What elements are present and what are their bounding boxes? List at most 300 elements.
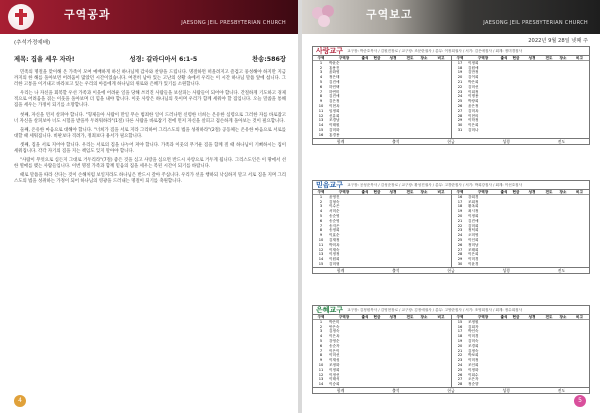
table-cell: 이미경 [468,334,479,339]
column-header: 구역장 [477,190,489,194]
table-cell: 28 [457,113,463,118]
table-cell: 이효순 [329,233,340,238]
column-header: 구역 [456,315,464,319]
column-header: 헌금 [373,56,381,60]
district-column [451,56,589,138]
table-cell: 18 [457,65,463,70]
table-cell: 이미정 [468,358,479,363]
table-cell: 16 [457,194,463,199]
summary-label: 출석 [392,267,400,273]
table-cell: 30 [457,123,463,128]
table-cell: 4 [319,334,323,339]
district-column [313,315,451,387]
district-name: 믿음교구 [316,181,344,189]
table-cell [359,262,371,267]
table-cell: 29 [457,118,463,123]
district-table [312,180,590,274]
table-cell: 23 [457,228,463,233]
table-row [313,262,451,267]
table-cell: 18 [457,204,463,209]
table-cell [371,133,383,138]
table-cell [542,382,556,387]
district-column [451,190,589,267]
table-cell: 박장희 [468,99,479,104]
table-cell: 21 [457,79,463,84]
summary-row [313,267,589,273]
table-cell [556,382,570,387]
table-cell: 이현옥 [329,103,340,108]
table-cell: 24 [457,94,463,99]
column-header: 구역장 [338,56,350,60]
table-cell: 27 [457,247,463,252]
table-cell: 27 [457,108,463,113]
table-cell: 1 [319,194,323,199]
table-cell: 송순자 [329,343,340,348]
sermon-paragraph: "사람이 무엇으로 심든지 그대로 거두리라"(7절) 좋은 것을 심고 사랑을 심으면 반드시 사랑으로 거두게 됩니다. 그리스도인은 이 땅에서 선한 열매를 맺는 사람들입니다. 이번 명절 가족과 함께 믿음의 집을 세우는 복된 시간이 되기를 바랍니다. [14,158,286,170]
table-cell: 김미희 [468,223,479,228]
column-header: 성경 [528,56,536,60]
table-cell: 김진애 [329,94,340,99]
table-cell: 송지은 [329,223,340,228]
column-header: 장소 [559,56,567,60]
table-cell: 22 [457,84,463,89]
sermon-header [14,54,286,63]
table-cell: 임정희 [329,108,340,113]
table-cell: 20 [457,343,463,348]
sermon-paragraph: 첫째, 자신을 먼저 살펴야 합니다. "형제들아 사람이 만일 무슨 범죄한 일이 드러나면 신령한 너희는 온유한 심령으로 그러한 자를 바로잡고 너 자신을 살펴보아 너도 시험을 받을까 두려워하라"(1절) 다른 사람을 바로잡기 전에 먼저 자신을 살피고 겸손하게 돌아보는 것이 필요합니다. [14,112,286,124]
table-cell [359,133,371,138]
summary-label: 전도 [557,138,566,144]
district-leaders: 교구장: 공성준목사 / 김성준장로 / 교구장: 황성진권사 / 총무: 고경란집사 / 서기: 박희강집사 / 회계: 이선호집사 [347,182,523,187]
table-cell: 김만정 [468,70,479,75]
column-header: 비고 [576,190,583,194]
table-cell: 19 [457,338,463,343]
table-cell [383,382,403,387]
table-cell: 이원희 [329,257,340,262]
district-column [313,56,451,138]
table-cell: 13 [318,118,324,123]
table-cell: 10 [318,103,324,108]
table-cell [359,382,371,387]
table-cell: 7 [319,348,323,353]
column-header: 장소 [559,315,567,319]
column-header: 전도 [406,56,414,60]
column-header: 헌금 [373,190,381,194]
table-cell [431,382,451,387]
table-cell: 9 [319,233,323,238]
column-header: 구역장 [477,315,489,319]
column-header: 장소 [420,56,428,60]
column-header: 구역 [317,315,325,319]
table-cell: 17 [457,329,463,334]
table-cell: 송정희 [329,228,340,233]
table-cell: 23 [457,358,463,363]
table-cell: 이재성 [329,358,340,363]
table-cell: 김미형 [329,261,340,266]
column-header: 출석 [361,56,369,60]
table-cell [570,262,589,267]
table-cell: 18 [457,334,463,339]
table-cell: 25 [457,367,463,372]
table-cell: 15 [318,127,324,132]
table-cell: 김미숙 [468,338,479,343]
table-cell: 이승희 [329,382,340,387]
table-cell: 이은이 [329,348,340,353]
column-header: 출석 [500,315,508,319]
summary-row [313,138,589,144]
district-header [313,306,589,315]
table-cell: 박미옥 [329,242,340,247]
table-row [452,262,589,267]
column-header: 성경 [528,190,536,194]
table-cell [431,262,451,267]
column-header: 헌금 [373,315,381,319]
table-cell: 김이희 [468,75,479,80]
table-cell: 김정숙 [329,329,340,334]
table-cell: 23 [457,89,463,94]
table-cell: 2 [319,324,323,329]
table-cell: 이정선 [329,372,340,377]
table-cell: 정덕희 [468,228,479,233]
left-banner [0,0,298,34]
table-cell: 이희정 [468,89,479,94]
table-cell: 조희정 [468,199,479,204]
column-header: 구역 [456,190,464,194]
table-cell: 5 [319,338,323,343]
district-column [313,190,451,267]
table-cell: 조경희 [468,343,479,348]
table-cell: 8 [319,353,323,358]
table-cell [371,382,383,387]
column-header: 성경 [389,190,397,194]
table-cell: 25 [457,99,463,104]
worship-tag: (추석가정예배) [14,40,51,46]
district-table [312,46,590,145]
table-cell [542,128,556,133]
table-cell: 윤영진 [329,194,340,199]
table-cell: 조인희 [468,362,479,367]
district-name: 은혜교구 [316,306,344,314]
table-cell: 홍용진 [329,65,340,70]
table-cell [570,128,589,133]
table-cell: 11 [318,242,324,247]
table-cell: 김미나 [468,127,479,132]
heart-cross-icon [8,4,34,30]
sermon-paragraph: 셋째, 짐을 서로 지어야 합니다. 우리는 서로의 짐을 나누어 져야 합니다. 가족과 이웃의 무거운 짐을 함께 질 때 하나님이 기뻐하시는 집이 세워집니다. 각각 자기의 짐을 지는 책임도 잊지 말아야 합니다. [14,142,286,155]
column-header: 전도 [406,190,414,194]
table-cell [522,382,542,387]
table-cell: 1 [319,60,323,65]
table-cell: 2 [319,199,323,204]
table-cell: 박인숙 [468,329,479,334]
column-header: 장소 [559,190,567,194]
table-cell: 16 [318,132,324,137]
column-header: 장소 [420,315,428,319]
table-cell: 송순영 [329,213,340,218]
column-header: 구역장 [338,315,350,319]
sermon-paragraph: 민족의 명절을 맞이해 온 가족이 모여 예배하게 하신 하나님께 감사와 찬양을 드립니다. 명절하면 떠올려지고 즐겁고 풍성해야 하지만 지금까지의 한 해를 돌아보면 어려움이 많았던 시간이었습니다. 여전히 남아 있는 고난의 상황 속에서 우리는 이 시간 하나님 말씀 앞에 섭니다. 그러한 고통을 이겨내고 바라보고 있는 우리의 아픔에게 하나님의 위로와 은혜가 있기를 소원합니다. [14,70,286,88]
column-header: 비고 [437,315,445,319]
table-cell: 14 [318,382,324,387]
summary-label: 합계 [336,387,345,393]
table-cell: 10 [318,362,324,367]
table-cell: 정은태 [329,75,340,80]
table-cell: 이미선 [329,353,340,358]
table-cell: 정순향 [468,382,479,387]
table-cell [371,262,383,267]
column-header: 헌금 [512,190,520,194]
table-cell: 9 [319,99,323,104]
table-cell: 김재정 [329,237,340,242]
table-cell: 박은미 [329,319,340,324]
table-cell: 27 [457,377,463,382]
table-cell [403,262,417,267]
table-cell: 하민택 [329,84,340,89]
district-column [451,315,589,387]
table-cell: 9 [319,358,323,363]
table-cell: 이정화 [468,367,479,372]
left-church-name: JAESONG JEIL PRESBYTERIAN CHURCH [181,20,286,26]
sermon-hymn: 찬송:586장 [252,56,286,63]
table-cell: 강영순 [329,338,340,343]
table-cell: 김미선 [468,84,479,89]
table-cell: 박윤순 [329,60,340,65]
table-cell [498,262,510,267]
table-cell: 이현의 [468,113,479,118]
table-cell [510,262,522,267]
table-cell: 12 [318,113,324,118]
table-cell: 이정희 [468,213,479,218]
column-header: 비고 [437,190,445,194]
column-header: 출석 [500,190,508,194]
table-cell: 8 [319,94,323,99]
table-cell: 김진애 [329,79,340,84]
table-cell: 이윤경 [468,261,479,266]
table-row [452,382,589,387]
column-header: 전도 [545,56,553,60]
table-cell: 김형숙 [329,199,340,204]
table-cell: 24 [457,233,463,238]
table-cell: 박은희 [468,79,479,84]
sermon-body [14,70,286,189]
table-cell: 22 [457,353,463,358]
table-cell: 31 [457,127,463,132]
sermon-paragraph: 우리는 나 자신을 회복할 우선 가족과 이웃에 어려운 일을 당해 쓰러진 사람들을 보살피는 사람들이 되어야 합니다. 간절하게 기도하고 경제적으로 어려움을 겪는 이웃을 돌아보며 더 힘을 내야 합니다. 이웃 사랑은 하나님의 뜻이며 우리가 함께 세워야 할 집입니다. 오늘 말씀을 통해 집을 세우는 가정이 되기를 소망합니다. [14,91,286,109]
table-row [313,133,451,138]
table-cell: 이재숙 [329,247,340,252]
table-cell: 신유희 [329,113,340,118]
table-cell [498,128,510,133]
table-cell: 16 [457,324,463,329]
table-cell [556,262,570,267]
table-cell [417,262,431,267]
table-cell [431,133,451,138]
table-cell: 28 [457,382,463,387]
table-cell: 5 [319,79,323,84]
right-page [302,0,600,413]
table-cell: 6 [319,84,323,89]
table-cell: 24 [457,362,463,367]
table-cell: 이태원 [329,123,340,128]
summary-label: 전도 [557,267,566,273]
table-cell: 김정숙 [468,348,479,353]
table-cell: 황옥희 [468,204,479,209]
district-leaders: 교구장: 김정원목사 / 김영현장로 / 교구장: 김정애권사 / 총무: 고영란집사 / 서기: 조영희집사 / 회계: 정수희집사 [347,307,523,312]
table-cell: 이정희 [468,60,479,65]
right-banner-title: 구역보고 [366,8,413,21]
column-header: 구역 [317,190,325,194]
column-header: 비고 [437,56,445,60]
table-row [313,382,451,387]
column-header: 성경 [389,315,397,319]
summary-label: 성경 [502,387,510,393]
column-header: 출석 [361,190,369,194]
table-cell: 윤화영 [329,70,340,75]
table-cell: 이수은 [329,204,340,209]
table-cell [510,128,522,133]
table-cell [383,262,403,267]
sermon-scripture: 성경: 갈라디아서 6:1-5 [129,56,198,63]
summary-label: 헌금 [447,267,455,273]
table-cell [403,382,417,387]
table-cell [570,382,589,387]
table-cell: 김희자 [468,324,479,329]
table-cell: 김미화 [329,127,340,132]
column-header: 전도 [545,190,553,194]
table-cell: 이인희 [468,237,479,242]
table-cell: 10 [318,237,324,242]
table-cell [542,262,556,267]
left-banner-title: 구역공과 [64,8,111,21]
table-cell [417,382,431,387]
column-header: 구역장 [338,190,350,194]
table-cell: 이은옥 [329,334,340,339]
table-cell: 12 [318,372,324,377]
district-header [313,47,589,56]
table-cell: 17 [457,199,463,204]
left-page [0,0,298,413]
table-cell: 박보희 [468,353,479,358]
right-banner [302,0,600,34]
table-cell: 1 [319,319,323,324]
table-cell [417,133,431,138]
table-cell: 11 [318,367,324,372]
table-cell: 윤은정 [468,103,479,108]
table-cell: 21 [457,218,463,223]
column-header: 비고 [576,315,583,319]
column-header: 출석 [500,56,508,60]
table-cell: 25 [457,237,463,242]
table-cell: 김진애 [468,218,479,223]
column-header: 헌금 [512,56,520,60]
table-cell: 이은희 [468,252,479,257]
table-cell: 26 [457,103,463,108]
sermon-paragraph: 때로 말씀을 따라 산다는 것이 손해처럼 보일지라도 하나님은 반드시 갚아 주십니다. 우리가 선을 행하되 낙심하지 말고 서로 짐을 지며 그리스도의 법을 성취하는 가정이 되어 하나님의 영광을 드러내는 명절이 되기를 축원합니다. [14,173,286,185]
column-header: 전도 [406,315,414,319]
right-church-name: JAESONG JEIL PRESBYTERIAN CHURCH [483,20,588,26]
column-header: 구역 [317,56,325,60]
table-cell: 김은정 [329,99,340,104]
district-leaders: 교구장: 박준호목사 / 김원진장로 / 교구장: 조문란권사 / 총무: 이정희권사 / 서기: 김은애집사 / 회계: 정미경집사 [347,48,523,53]
table-cell: 28 [457,252,463,257]
table-cell: 4 [319,75,323,80]
table-cell: 3 [319,204,323,209]
table-cell: 11 [318,108,324,113]
summary-label: 출석 [392,138,400,144]
table-cell: 이희수 [468,372,479,377]
table-cell: 30 [457,261,463,266]
table-cell: 강희경 [468,194,479,199]
table-cell: 김원애 [468,65,479,70]
district-table [312,305,590,394]
table-row [452,128,589,133]
column-header: 출석 [361,315,369,319]
column-header: 전도 [545,315,553,319]
table-cell: 4 [319,209,323,214]
table-cell: 이정희 [329,367,340,372]
table-cell: 12 [318,247,324,252]
table-cell: 조정화 [329,362,340,367]
table-cell: 26 [457,372,463,377]
table-cell: 19 [457,209,463,214]
table-cell: 20 [457,75,463,80]
table-cell [522,262,542,267]
table-cell: 김미옥 [468,108,479,113]
table-cell: 조경남 [329,118,340,123]
table-cell: 이미경 [468,257,479,262]
table-cell: 오미영 [468,233,479,238]
summary-row [313,387,589,393]
table-cell: 이태석 [329,377,340,382]
column-header: 헌금 [512,315,520,319]
column-header: 비고 [576,56,583,60]
right-page-number: 5 [574,395,586,407]
table-cell: 21 [457,348,463,353]
table-cell [556,128,570,133]
column-header: 구역 [456,56,464,60]
table-cell: 6 [319,218,323,223]
column-header: 성경 [389,56,397,60]
summary-label: 전도 [557,387,566,393]
table-cell: 3 [319,70,323,75]
table-cell [498,382,510,387]
table-cell [403,133,417,138]
table-cell [383,133,403,138]
table-cell: 13 [318,252,324,257]
table-cell: 서미순 [329,209,340,214]
table-cell: 이학정 [468,118,479,123]
table-cell: 2 [319,65,323,70]
report-date: 2022년 9월 28일 넷째 주 [528,38,588,44]
table-cell: 조태희 [468,247,479,252]
summary-label: 합계 [336,267,345,273]
table-cell: 이은희 [468,123,479,128]
table-cell: 5 [319,213,323,218]
table-cell: 8 [319,228,323,233]
table-cell: 이명용 [468,94,479,99]
table-cell [522,128,542,133]
table-cell: 홍경용 [329,132,340,137]
table-cell: 오은자 [468,377,479,382]
table-cell [510,382,522,387]
district-name: 사랑교구 [316,47,344,55]
table-cell: 송순영 [329,218,340,223]
sermon-paragraph: 둘째, 온유한 마음으로 대해야 합니다. "너희가 짐을 서로 지라 그리하여 그리스도의 법을 성취하라"(2절) 공동체는 온유한 마음으로 서로를 대할 때 세워집니다. 비판보다 격려가, 정죄보다 용서가 필요합니다. [14,127,286,139]
table-cell: 26 [457,242,463,247]
table-cell: 17 [457,60,463,65]
table-cell: 22 [457,223,463,228]
table-cell: 15 [318,261,324,266]
